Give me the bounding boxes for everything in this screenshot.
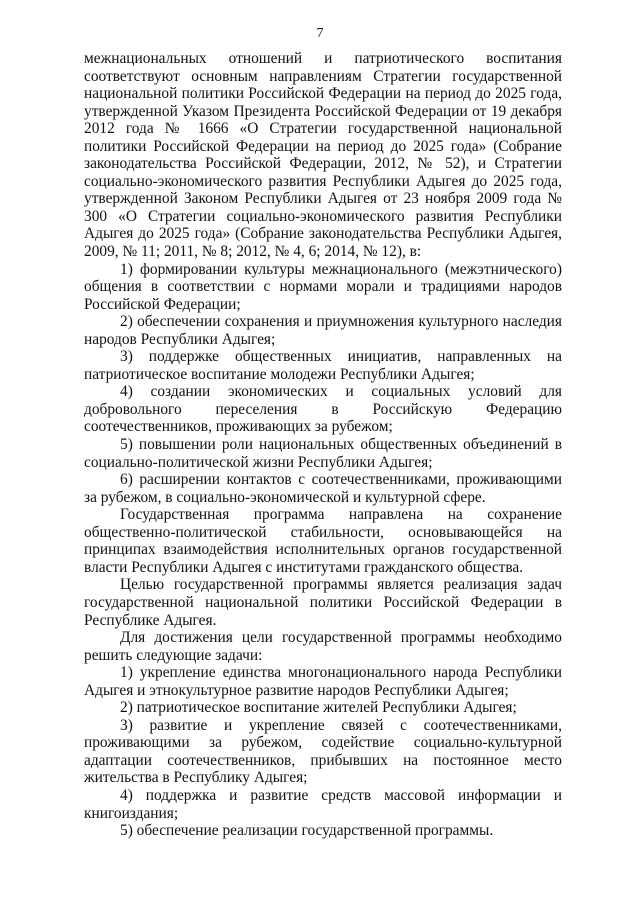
list-item: 5) повышении роли национальных общественных объединений в социально-политической жизни Республики Адыгея;	[84, 436, 562, 471]
list-item: 3) поддержке общественных инициатив, направленных на патриотическое воспитание молодежи Республики Адыгея;	[84, 348, 562, 383]
list-item: 4) создании экономических и социальных условий для добровольного переселения в Российскую Федерацию соотечественников, проживающих за рубежом;	[84, 383, 562, 436]
task-item: 4) поддержка и развитие средств массовой информации и книгоиздания;	[84, 786, 562, 822]
task-item: 1) укрепление единства многонационального народа Республики Адыгея и этнокультурное развитие народов Республики Адыгея;	[84, 664, 562, 699]
document-body	[84, 50, 562, 840]
paragraph: Государственная программа направлена на сохранение общественно-политической стабильности, основывающейся на принципах взаимодействия исполнительных органов государственной власти Республики Адыгея с институтами гражданского общества.	[84, 506, 562, 576]
list-item: 1) формировании культуры межнационального (межэтнического) общения в соответствии с нормами морали и традициями народов Российской Федерации;	[84, 260, 562, 313]
page-number: 7	[316, 26, 324, 41]
task-item: 3) развитие и укрепление связей с соотечественниками, проживающими за рубежом, содействие социально-культурной адаптации соотечественников, прибывших на постоянное место жительства в Республику Адыгея;	[84, 716, 562, 787]
list-item: 2) обеспечении сохранения и приумножения культурного наследия народов Республики Адыгея;	[84, 313, 562, 348]
task-item: 2) патриотическое воспитание жителей Республики Адыгея;	[120, 699, 517, 717]
paragraph: Целью государственной программы является реализация задач государственной национальной политики Российской Федерации в Республике Адыгея.	[84, 576, 562, 629]
paragraph: Для достижения цели государственной программы необходимо решить следующие задачи:	[84, 629, 562, 664]
task-item: 5) обеспечение реализации государственной программы.	[120, 822, 494, 840]
list-item: 6) расширении контактов с соотечественниками, проживающими за рубежом, в социально-экономической и культурной сфере.	[84, 471, 562, 506]
paragraph-continuation: межнациональных отношений и патриотического воспитания соответствуют основным направлениям Стратегии государственной национальной политики Российской Федерации на период до 2025 года, утвержденной Указом Президента Российской Федерации от 19 декабря 2012 года № 1666 «О Стратегии государственной национальной политики Российской Федерации на период до 2025 года» (Собрание законодательства Российской Федерации, 2012, № 52), и Стратегии социально-экономического развития Республики Адыгея до 2025 года, утвержденной Законом Республики Адыгея от 23 ноября 2009 года № 300 «О Стратегии социально-экономического развития Республики Адыгея до 2025 года» (Собрание законодательства Республики Адыгея, 2009, № 11; 2011, № 8; 2012, № 4, 6; 2014, № 12), в:	[84, 50, 562, 261]
